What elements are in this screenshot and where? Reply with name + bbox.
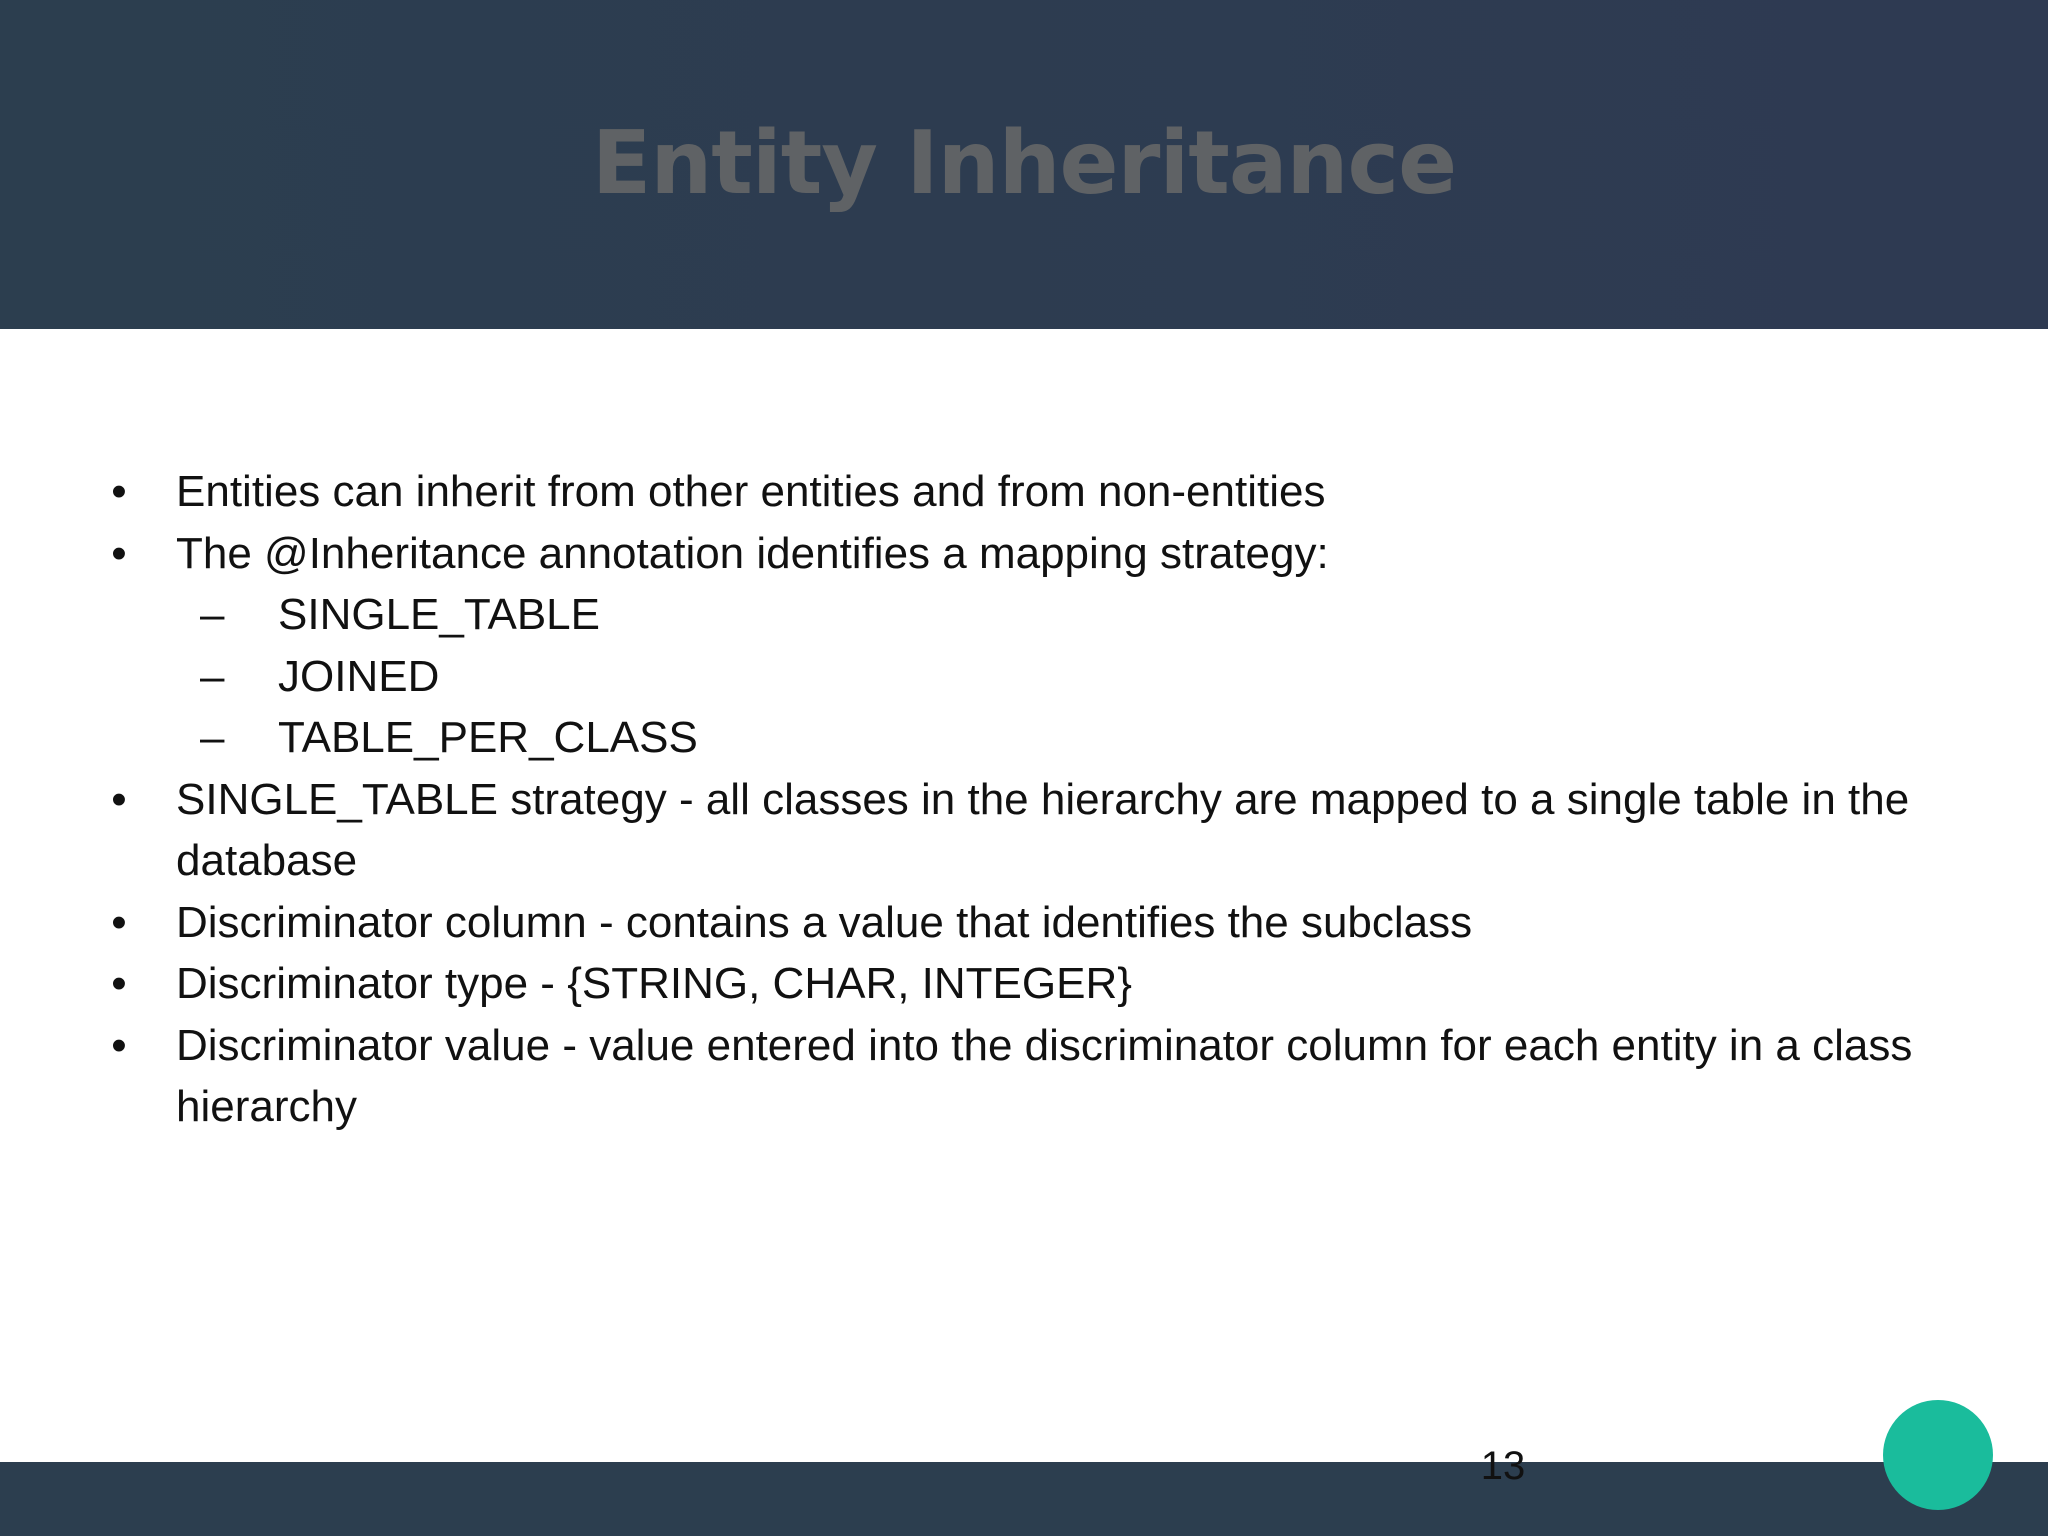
bullet-text: The @Inheritance annotation identifies a mapping strategy: — [176, 528, 1329, 578]
sub-bullet-text: SINGLE_TABLE — [278, 590, 600, 639]
dash-icon: – — [200, 651, 225, 701]
bullet-item — [0, 461, 2048, 523]
page-number: 13 — [1480, 1444, 1526, 1488]
accent-circle-icon — [1883, 1400, 1993, 1510]
bullet-text: Discriminator type - {STRING, CHAR, INTEGER} — [176, 959, 1132, 1008]
sub-bullet-text: TABLE_PER_CLASS — [278, 713, 698, 762]
bullet-item — [0, 523, 2048, 585]
bullet-dot-icon: • — [111, 774, 127, 824]
bullet-item — [0, 953, 2048, 1015]
bullet-dot-icon: • — [111, 959, 127, 1008]
bullet-dot-icon: • — [111, 1020, 127, 1070]
bullet-text: SINGLE_TABLE strategy - all classes in the hierarchy are mapped to a single table in the database — [176, 774, 1910, 885]
bullet-item — [0, 892, 2048, 954]
bullet-item — [0, 769, 2048, 892]
bullet-text: Discriminator value - value entered into the discriminator column for each entity in a class hierarchy — [176, 1020, 1913, 1131]
sub-bullet-item — [0, 646, 2048, 708]
footer-bar — [0, 1462, 2048, 1536]
bullet-text: Discriminator column - contains a value that identifies the subclass — [176, 897, 1473, 947]
bullet-list — [0, 461, 2048, 1138]
sub-bullet-item — [0, 584, 2048, 646]
sub-bullet-item — [0, 707, 2048, 769]
bullet-dot-icon: • — [111, 467, 127, 516]
bullet-item — [0, 1015, 2048, 1138]
bullet-dot-icon: • — [111, 897, 127, 947]
sub-bullet-text: JOINED — [278, 651, 440, 701]
dash-icon: – — [200, 590, 225, 639]
bullet-dot-icon: • — [111, 528, 127, 578]
dash-icon: – — [200, 713, 225, 762]
bullet-text: Entities can inherit from other entities and from non-entities — [176, 467, 1326, 516]
slide-title: Entity Inheritance — [591, 112, 1457, 214]
